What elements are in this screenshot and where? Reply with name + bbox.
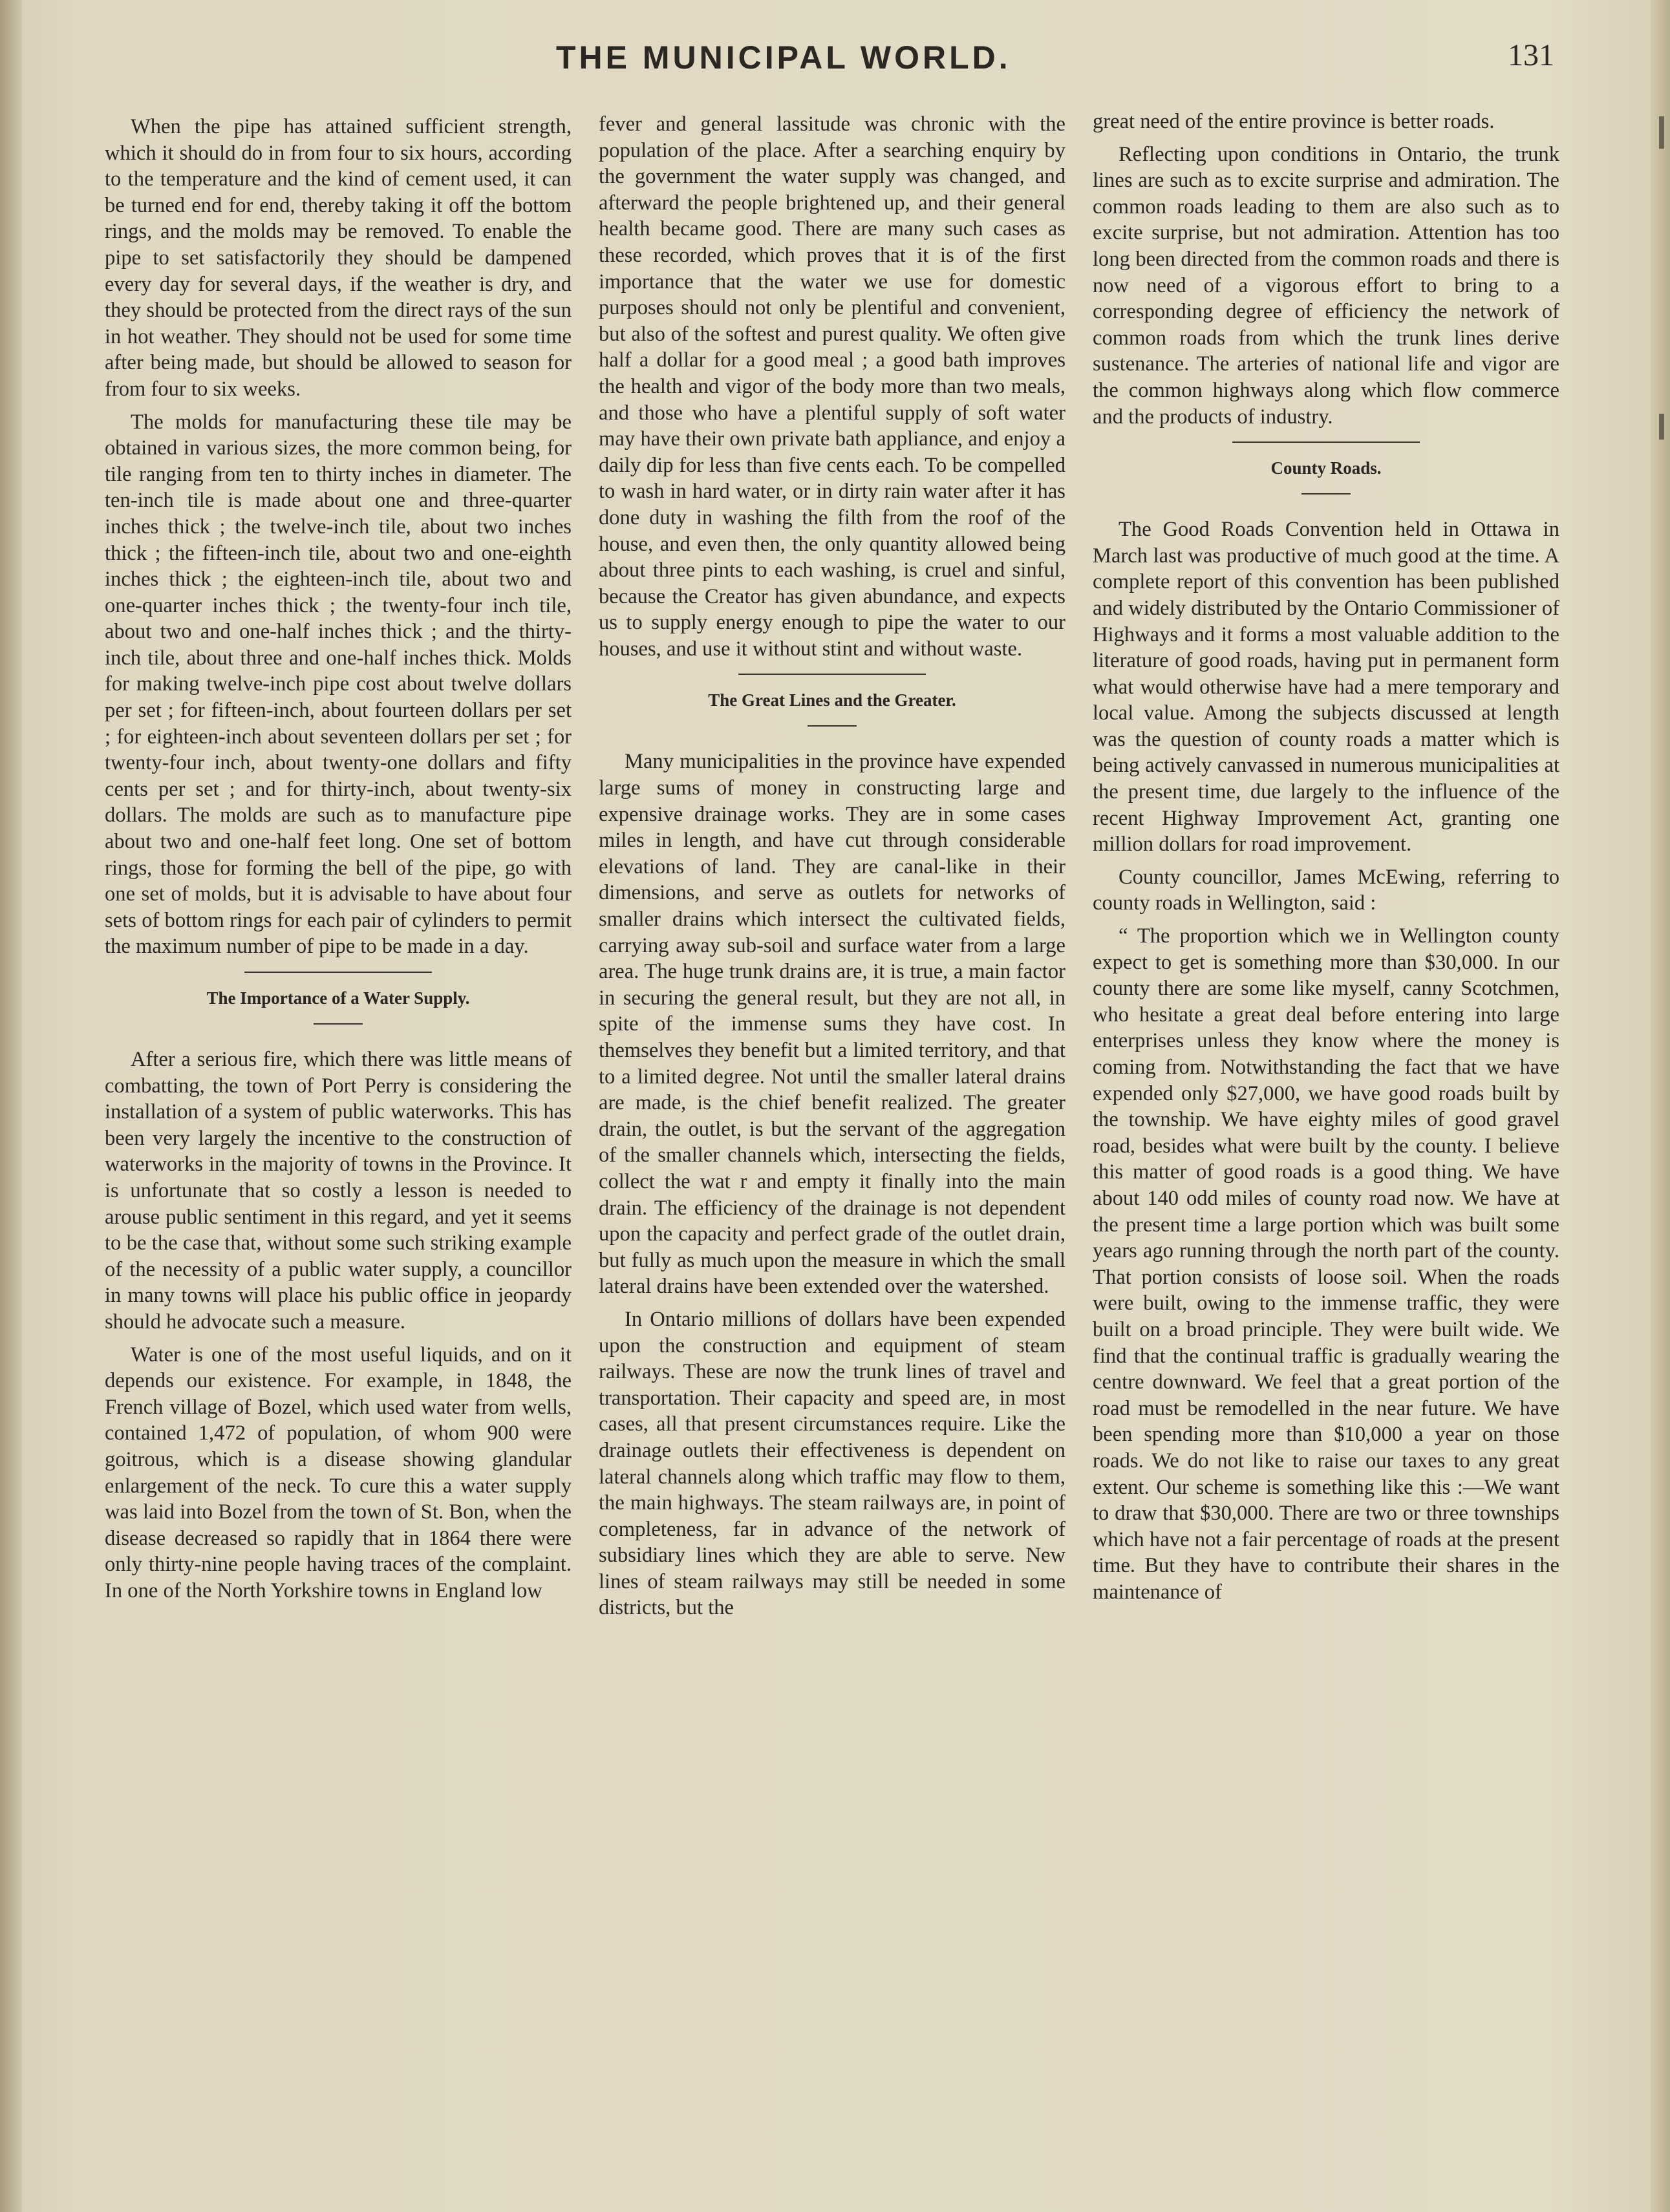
paragraph: great need of the entire province is better roads.	[1093, 110, 1495, 133]
paragraph: In Ontario millions of dollars have been expended upon the construction and equipment of steam railways. These are now the trunk lines of travel and transportation. Their capacity and speed are, in most cases, all that present circumstances require. Like the drainage outlets their effectiveness is dependent on lateral channels along which traffic may flow to them, the main highways. The steam railways are, in point of completeness, far in advance of the network of subsidiary lines which they are able to serve. New lines of steam railways may still be needed in some districts, but the	[599, 1307, 1065, 1620]
binding-edge	[0, 0, 22, 2212]
section-rule	[738, 674, 926, 675]
page-number: 131	[1508, 38, 1554, 72]
section-rule	[1232, 441, 1420, 443]
paragraph: The Good Roads Convention held in Ottawa in March last was productive of much good at the time. A complete report of this convention has been published and widely distributed by the Ontario Commissioner of Highways and it forms a most valuable addition to the literature of good roads, having put in permanent form what would otherwise have had a mere temporary and local value. Among the subjects discussed at length was the question of county roads a matter which is being actively canvassed in numerous municipalities at the present time, due largely to the influence of the recent Highway Improvement Act, granting one million dollars for road improvement.	[1093, 518, 1559, 856]
heading-dash	[808, 725, 857, 727]
paragraph: The molds for manufacturing these tile may be obtained in various sizes, the more common being, for tile ranging from ten to thirty inches in diameter. The ten-inch tile is made about one and three-quarter inches thick ; the twelve-inch tile, about two inches thick ; the fifteen-inch tile, about two and one-eighth inches thick ; the eighteen-inch tile, about two and one-quarter inches thick ; the twenty-four inch tile, about two and one-half inches thick ; and the thirty-inch tile, about three and one-half inches thick. Molds for making twelve-inch pipe cost about twelve dollars per set ; for fifteen-inch, about fourteen dollars per set ; for eighteen-inch about seventeen dollars per set ; for twenty-four inch, about twenty-one dollars and fifty cents per set ; and for thirty-inch, about twenty-six dollars. The molds are such as to manufacture pipe about two and one-half feet long. One set of bottom rings, those for forming the bell of the pipe, go with one set of molds, but it is advisable to have about four sets of bottom rings for each pair of cylinders to permit the maximum number of pipe to be made in a day.	[105, 410, 572, 959]
section-heading: The Importance of a Water Supply.	[206, 988, 470, 1008]
column-3	[1093, 109, 1559, 1605]
section-rule	[244, 972, 432, 973]
page-edge	[1651, 0, 1670, 2212]
margin-mark	[1659, 116, 1664, 149]
paragraph: When the pipe has attained sufficient strength, which it should do in from four to six hours, according to the temperature and the kind of cement used, it can be turned end for end, thereby taking it off the bottom rings, and the molds may be removed. To enable the pipe to set satisfactorily they should be dampened every day for several days, if the weather is dry, and they should be protected from the direct rays of the sun in hot weather. They should not be used for some time after being made, but should be allowed to season for from four to six weeks.	[105, 115, 572, 401]
margin-mark	[1659, 414, 1664, 440]
paragraph: fever and general lassitude was chronic with the population of the place. After a searching enquiry by the government the water supply was changed, and afterward the people brightened up, and their general health became good. There are many such cases as these recorded, which proves that it is of the first importance that the water we use for domestic purposes should not only be plentiful and convenient, but also of the softest and purest quality. We often give half a dollar for a good meal ; a good bath improves the health and vigor of the body more than two meals, and those who have a plentiful supply of soft water may have their own private bath appliance, and enjoy a daily dip for less than five cents each. To be compelled to wash in hard water, or in dirty rain water after it has done duty in washing the filth from the roof of the house, and even then, the only quantity allowed being about three pints to each washing, is cruel and sinful, because the Creator has given abundance, and expects us to supply energy enough to pipe the water to our houses, and use it without stint and without waste.	[599, 112, 1065, 661]
paragraph: Many municipalities in the province have expended large sums of money in constructing large and expensive drainage works. They are in some cases miles in length, and have cut through considerable elevations of land. They are canal-like in their dimensions, and serve as outlets for networks of smaller drains which intersect the cultivated fields, carrying away sub-soil and surface water from a large area. The huge trunk drains are, it is true, a main factor in securing the general result, but they are not all, in spite of the immense sums they have cost. In themselves they benefit but a limited territory, and that to a limited degree. Not until the smaller lateral drains are made, is the chief benefit realized. The greater drain, the outlet, is but the servant of the aggregation of the smaller channels which, intersecting the fields, collect the wat r and empty it finally into the main drain. The efficiency of the drainage is not dependent upon the capacity and perfect grade of the outlet drain, but fully as much upon the measure in which the small lateral drains have been extended over the watershed.	[599, 750, 1065, 1299]
paragraph: After a serious fire, which there was little means of combatting, the town of Port Perry is considering the installation of a system of public waterworks. This has been very largely the incentive to the construction of waterworks in the majority of towns in the Province. It is unfortunate that so costly a lesson is needed to arouse public sentiment in this regard, and yet it seems to be the case that, without some such striking example of the necessity of a public water supply, a councillor in many towns will place his public office in jeopardy should he advocate such a measure.	[105, 1048, 572, 1334]
heading-dash	[1301, 493, 1351, 495]
paragraph: Water is one of the most useful liquids, and on it depends our existence. For example, in 1848, the French village of Bozel, which used water from wells, contained 1,472 of population, of whom 900 were goitrous, which is a disease showing glandular enlargement of the neck. To cure this a water supply was laid into Bozel from the town of St. Bon, when the disease decreased so rapidly that in 1864 there were only thirty-nine people having traces of the complaint. In one of the North Yorkshire towns in England low	[105, 1343, 572, 1602]
paragraph: County councillor, James McEwing, referring to county roads in Wellington, said :	[1093, 865, 1559, 915]
column-1	[105, 114, 572, 1604]
paragraph: Reflecting upon conditions in Ontario, the trunk lines are such as to excite surprise and admiration. The common roads leading to them are also such as to excite surprise, but not admiration. Attention has too long been directed from the common roads and there is now need of a vigorous effort to bring to a corresponding degree of efficiency the network of common roads from which the trunk lines derive sustenance. The arteries of national life and vigor are the common highways along which flow commerce and the products of industry.	[1093, 142, 1559, 429]
section-heading: County Roads.	[1270, 458, 1382, 478]
heading-dash	[314, 1023, 363, 1025]
column-2	[599, 111, 1065, 1621]
paragraph: “ The proportion which we in Wellington county expect to get is something more than $30,000. In our county there are some like myself, canny Scotchmen, who hesitate a great deal before entering into large enterprises unless they know where the money is coming from. Notwithstanding the fact that we have expended only $27,000, we have good roads built by the township. We have eighty miles of good gravel road, besides what were built by the county. I believe this matter of good roads is a good thing. We have about 140 odd miles of county road now. We have at the present time a large portion which was built some years ago running through the north part of the county. That portion consists of loose soil. When the roads were built, owing to the immense traffic, they were built on a broad principle. They were built wide. We find that the continual traffic is gradually wearing the centre downward. We feel that a great portion of the road must be remodelled in the near future. We have been spending more than $10,000 a year on those roads. We do not like to raise our taxes to any great extent. Our scheme is something like this :—We want to draw that $30,000. There are two or three townships which have not a fair percentage of roads at the present time. But they have to contribute their shares in the maintenance of	[1093, 924, 1559, 1604]
section-heading: The Great Lines and the Greater.	[708, 690, 956, 710]
running-head: THE MUNICIPAL WORLD.	[556, 39, 1011, 76]
